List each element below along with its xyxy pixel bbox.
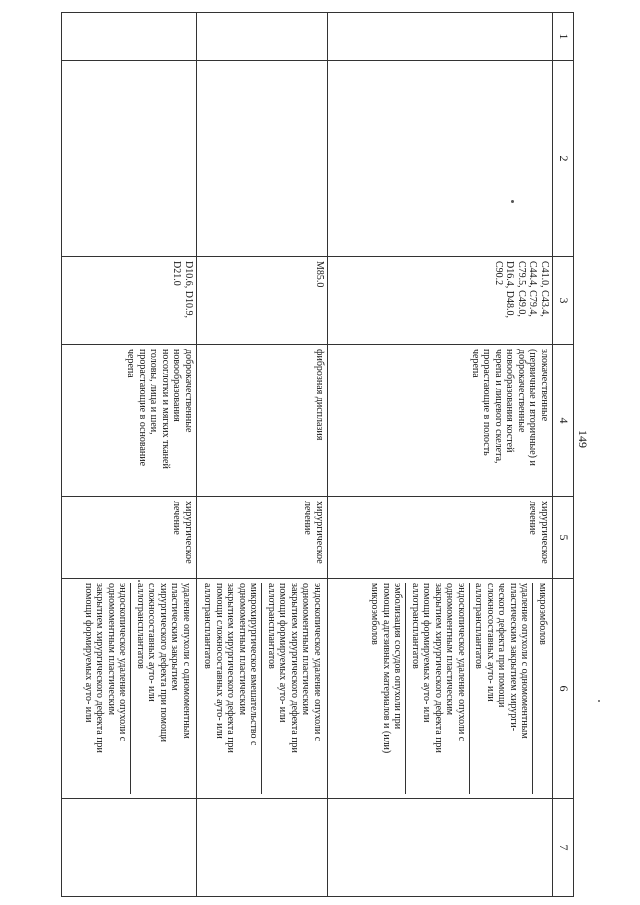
cell-patient-model: злокачественные (первичные и вторичные) и доброкачественные новообразования костей черепа и лицевого скелета, прорастающие в полость черепа bbox=[328, 345, 553, 497]
method-item: эндоскопическое удаление опухоли с одномоментным пластическим закрытием хирургического дефекта при помощи формируемых ауто- или аллотрансплантатов bbox=[406, 583, 470, 794]
scan-speck bbox=[511, 200, 514, 203]
cell-index bbox=[62, 13, 197, 61]
column-header: 7 bbox=[553, 799, 574, 897]
column-header: 1 bbox=[553, 13, 574, 61]
page-number: 149 bbox=[576, 430, 590, 448]
method-item: удаление опухоли с одномоментным пластическим закрытием хирургического дефекта при помощи сложносоставных ауто- или аллотрансплантатов bbox=[131, 583, 195, 794]
method-item: удаление опухоли с одномоментным пластическим закрытием хирурги- ческого дефекта при помощи сложносоставных ауто- или аллотрансплантатов bbox=[469, 583, 533, 794]
cell-methods bbox=[62, 579, 197, 799]
cell-cost bbox=[328, 799, 553, 897]
cell-cost bbox=[62, 799, 197, 897]
column-header: 6 bbox=[553, 579, 574, 799]
cell-methods bbox=[197, 579, 328, 799]
method-item: эндоскопическое удаление опухоли с одномоментным пластическим закрытием хирургического дефекта при помощи формируемых ауто- или аллотрансплантатов bbox=[262, 583, 326, 794]
cell-icd-codes: M85.0 bbox=[197, 257, 328, 345]
column-header: 3 bbox=[553, 257, 574, 345]
method-item: микроэмболов bbox=[533, 583, 551, 794]
cell-index bbox=[328, 13, 553, 61]
table-row bbox=[62, 13, 197, 897]
table-row bbox=[328, 13, 553, 897]
cell-methods bbox=[328, 579, 553, 799]
cell-name bbox=[197, 61, 328, 257]
column-number-row bbox=[553, 13, 574, 897]
cell-icd-codes: D10.6, D10.9, D21.0 bbox=[62, 257, 197, 345]
cell-treatment-type: хирургическое лечение bbox=[328, 497, 553, 579]
method-item: эндоскопическое удаление опухоли с одномоментным пластическим закрытием хирургического дефекта при помощи формируемых ауто- или bbox=[83, 583, 129, 753]
cell-icd-codes: C41.0, C43.4, C44.4, C79.4, C79.5, C49.0, D16.4, D48.0, C90.2 bbox=[328, 257, 553, 345]
procedures-table bbox=[61, 12, 574, 897]
cell-treatment-type: хирургическое лечение bbox=[197, 497, 328, 579]
method-item: микрохирургическое вмешательство с одномоментным пластическим закрытием хирургического дефекта при помощи сложносоставных ауто- или аллотрансплантатов bbox=[202, 583, 260, 753]
cell-name bbox=[328, 61, 553, 257]
cell-cost bbox=[197, 799, 328, 897]
column-header: 2 bbox=[553, 61, 574, 257]
scan-speck bbox=[598, 700, 600, 702]
cell-treatment-type: хирургическое лечение bbox=[62, 497, 197, 579]
cell-patient-model: доброкачественные новообразования носоглотки и мягких тканей головы, лица и шеи, прорастающие в основание черепа bbox=[62, 345, 197, 497]
column-header: 4 bbox=[553, 345, 574, 497]
table-row bbox=[197, 13, 328, 897]
column-header: 5 bbox=[553, 497, 574, 579]
scan-speck bbox=[138, 580, 140, 582]
cell-patient-model: фиброзная дисплазия bbox=[197, 345, 328, 497]
cell-name bbox=[62, 61, 197, 257]
cell-index bbox=[197, 13, 328, 61]
method-item: эмболизация сосудов опухоли при помощи адгезивных материалов и (или) микроэмболов bbox=[369, 583, 404, 754]
